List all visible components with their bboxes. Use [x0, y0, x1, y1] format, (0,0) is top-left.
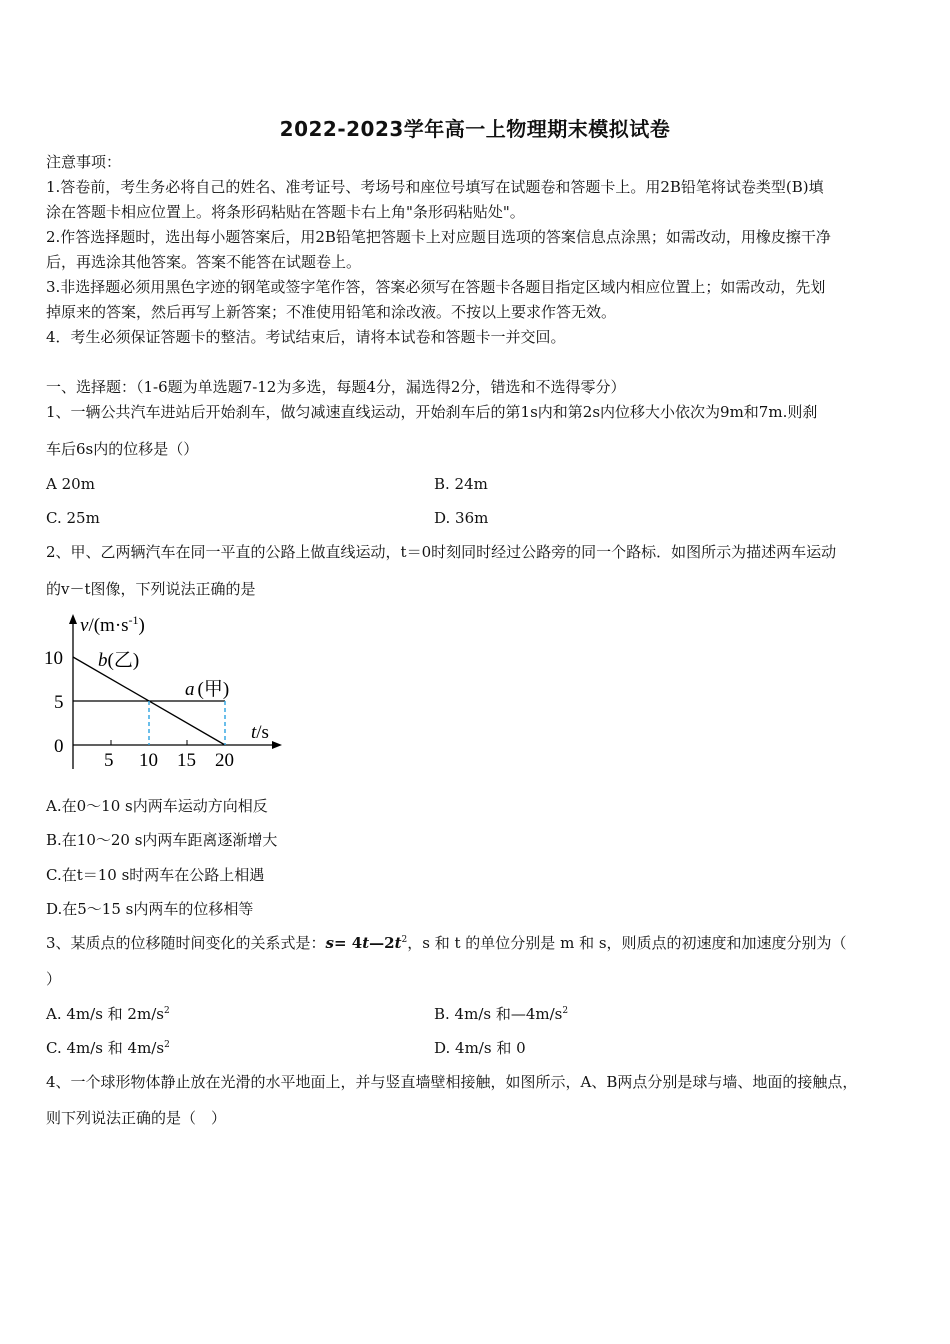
q3-option-d: D. 4m/s 和 0	[434, 1039, 526, 1057]
q1-option-b: B. 24m	[434, 475, 488, 493]
line-a-letter: a	[185, 679, 195, 700]
q3-formula-exp: 2	[401, 935, 408, 945]
q2-option-c: C.在t＝10 s时两车在公路上相遇	[46, 866, 265, 884]
q2-option-d: D.在5～15 s内两车的位移相等	[46, 900, 254, 918]
question-4-text: 4、一个球形物体静止放在光滑的水平地面上，并与竖直墙壁相接触，如图所示，A、B两点分别是球与墙、地面的接触点，	[46, 1073, 858, 1091]
notice-heading: 注意事项：	[46, 153, 122, 171]
q3-suffix: ，s 和 t 的单位分别是 m 和 s，则质点的初速度和加速度分别为（	[407, 934, 847, 952]
q3-option-a-exp: 2	[163, 1006, 170, 1016]
q1-option-d: D. 36m	[434, 509, 489, 527]
question-4-text: 则下列说法正确的是（ ）	[46, 1109, 227, 1127]
y-axis-unit-exp: -1	[128, 613, 139, 627]
q3-option-a-text: A. 4m/s 和 2m/s	[46, 1005, 164, 1023]
y-tick-0: 0	[54, 736, 64, 757]
q3-option-c-exp: 2	[164, 1040, 170, 1050]
y-axis-unit: /(m·s	[88, 615, 129, 636]
vt-graph	[40, 604, 290, 774]
q3-option-b-text: B. 4m/s 和—4m/s	[434, 1005, 563, 1023]
q3-prefix: 3、某质点的位移随时间变化的关系式是：	[46, 934, 326, 952]
q3-formula-mid: —2	[369, 934, 395, 952]
y-tick-10: 10	[44, 648, 63, 669]
q2-option-a: A.在0～10 s内两车运动方向相反	[46, 797, 268, 815]
x-axis-symbol: t	[251, 722, 257, 743]
x-tick-5: 5	[104, 750, 114, 771]
question-3-text	[46, 933, 847, 953]
y-axis-symbol: v	[80, 615, 89, 636]
notice-line: 2.作答选择题时，选出每小题答案后，用2B铅笔把答题卡上对应题目选项的答案信息点涂黑；如需改动，用橡皮擦干净	[46, 228, 831, 246]
question-2-text: 的v－t图像，下列说法正确的是	[46, 580, 256, 598]
question-1-text: 1、一辆公共汽车进站后开始刹车，做匀减速直线运动，开始刹车后的第1s内和第2s内位移大小依次为9m和7m.则刹	[46, 403, 818, 421]
notice-line: 掉原来的答案，然后再写上新答案；不准使用铅笔和涂改液。不按以上要求作答无效。	[46, 303, 617, 321]
q2-option-b: B.在10～20 s内两车距离逐渐增大	[46, 831, 278, 849]
y-axis-label	[80, 613, 145, 636]
q3-option-b	[434, 1004, 568, 1024]
q3-formula-s: s	[325, 934, 334, 952]
q3-option-c-text: C. 4m/s 和 4m/s	[46, 1039, 165, 1057]
y-tick-5: 5	[54, 692, 64, 713]
notice-line: 后，再选涂其他答案。答案不能答在试题卷上。	[46, 253, 362, 271]
line-a-name: (甲)	[197, 679, 230, 700]
question-2-text: 2、甲、乙两辆汽车在同一平直的公路上做直线运动，t＝0时刻同时经过公路旁的同一个路标．如图所示为描述两车运动	[46, 543, 837, 561]
q1-option-c: C. 25m	[46, 509, 100, 527]
line-b-letter: b	[98, 650, 108, 671]
notice-line: 4．考生必须保证答题卡的整洁。考试结束后，请将本试卷和答题卡一并交回。	[46, 328, 566, 346]
x-tick-20: 20	[215, 750, 234, 771]
q3-formula-eq: = 4	[334, 934, 363, 952]
line-b-name: (乙)	[107, 650, 140, 671]
exam-title: 2022-2023学年高一上物理期末模拟试卷	[279, 117, 671, 141]
line-a-label	[185, 679, 229, 700]
x-axis-label	[251, 722, 269, 743]
q3-option-a	[46, 1004, 170, 1024]
notice-line: 3.非选择题必须用黑色字迹的钢笔或签字笔作答，答案必须写在答题卡各题目指定区域内相应位置上；如需改动，先划	[46, 278, 826, 296]
q3-formula-t1: t	[362, 934, 370, 952]
notice-line: 1.答卷前，考生务必将自己的姓名、准考证号、考场号和座位号填写在试题卷和答题卡上。用2B铅笔将试卷类型(B)填	[46, 178, 824, 196]
line-b-label	[98, 650, 139, 671]
question-1-text: 车后6s内的位移是（）	[46, 440, 199, 458]
x-tick-10: 10	[139, 750, 158, 771]
q1-option-a: A 20m	[46, 475, 95, 493]
x-axis-unit: /s	[256, 722, 269, 743]
notice-line: 涂在答题卡相应位置上。将条形码粘贴在答题卡右上角"条形码粘贴处"。	[46, 203, 525, 221]
section-heading: 一、选择题：（1-6题为单选题7-12为多选，每题4分，漏选得2分，错选和不选得零分）	[46, 378, 626, 396]
q3-formula-t2: t	[394, 934, 402, 952]
question-3-text: ）	[46, 970, 62, 988]
y-axis-arrow	[69, 614, 77, 624]
q3-option-b-exp: 2	[562, 1006, 569, 1016]
y-axis-unit-close: )	[138, 615, 145, 636]
x-tick-15: 15	[177, 750, 196, 771]
q3-option-c	[46, 1038, 170, 1058]
x-axis-arrow	[272, 741, 282, 749]
